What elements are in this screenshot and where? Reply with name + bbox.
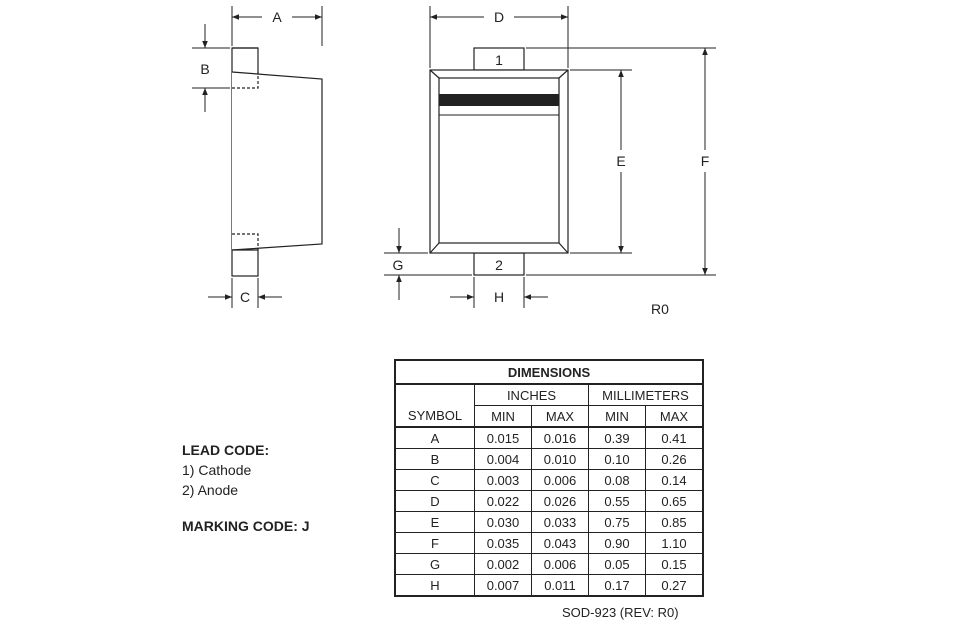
table-row	[395, 449, 703, 470]
table-row	[395, 554, 703, 575]
table-row	[395, 575, 703, 597]
table-row	[395, 470, 703, 491]
pin-label-1: 1	[495, 52, 503, 68]
cathode-band	[439, 94, 559, 106]
dim-label-D: D	[493, 9, 505, 25]
value-cell: 0.05	[589, 554, 646, 575]
marking-code: MARKING CODE: J	[182, 518, 310, 534]
mm-max-header: MAX	[646, 406, 704, 428]
value-cell: 1.10	[646, 533, 704, 554]
value-cell: 0.27	[646, 575, 704, 597]
value-cell: 0.08	[589, 470, 646, 491]
package-revision-note: SOD-923 (REV: R0)	[562, 605, 679, 620]
inches-header: INCHES	[475, 384, 589, 406]
symbol-cell: A	[395, 427, 475, 449]
value-cell: 0.011	[532, 575, 589, 597]
value-cell: 0.010	[532, 449, 589, 470]
value-cell: 0.033	[532, 512, 589, 533]
dim-label-B: B	[200, 61, 210, 77]
in-max-header: MAX	[532, 406, 589, 428]
lead-code-item-2: 2) Anode	[182, 482, 239, 498]
value-cell: 0.043	[532, 533, 589, 554]
dim-label-F: F	[700, 153, 710, 169]
value-cell: 0.17	[589, 575, 646, 597]
dim-label-H: H	[493, 289, 505, 305]
value-cell: 0.006	[532, 554, 589, 575]
dim-label-A: A	[272, 9, 282, 25]
in-min-header: MIN	[475, 406, 532, 428]
value-cell: 0.65	[646, 491, 704, 512]
symbol-cell: E	[395, 512, 475, 533]
value-cell: 0.85	[646, 512, 704, 533]
value-cell: 0.006	[532, 470, 589, 491]
value-cell: 0.016	[532, 427, 589, 449]
symbol-cell: C	[395, 470, 475, 491]
value-cell: 0.39	[589, 427, 646, 449]
symbol-cell: H	[395, 575, 475, 597]
symbol-header: SYMBOL	[395, 406, 475, 428]
value-cell: 0.002	[475, 554, 532, 575]
value-cell: 0.90	[589, 533, 646, 554]
dim-label-E: E	[616, 153, 626, 169]
value-cell: 0.030	[475, 512, 532, 533]
value-cell: 0.003	[475, 470, 532, 491]
revision-label: R0	[651, 301, 669, 317]
value-cell: 0.10	[589, 449, 646, 470]
table-title: DIMENSIONS	[395, 360, 703, 384]
value-cell: 0.55	[589, 491, 646, 512]
top-view	[430, 48, 568, 275]
dim-label-G: G	[392, 257, 404, 273]
millimeters-header: MILLIMETERS	[589, 384, 704, 406]
table-sub-header-row	[395, 406, 703, 428]
symbol-cell: B	[395, 449, 475, 470]
table-group-header-row	[395, 384, 703, 406]
table-row	[395, 491, 703, 512]
lead-code-block	[182, 440, 269, 500]
side-view	[232, 48, 322, 276]
symbol-cell: F	[395, 533, 475, 554]
symbol-header-blank	[395, 384, 475, 406]
dim-B	[192, 24, 230, 112]
value-cell: 0.41	[646, 427, 704, 449]
lead-code-item-1: 1) Cathode	[182, 462, 252, 478]
pin-label-2: 2	[495, 257, 503, 273]
table-row	[395, 512, 703, 533]
value-cell: 0.26	[646, 449, 704, 470]
lead-code-title: LEAD CODE:	[182, 442, 270, 458]
dimensions-table	[394, 359, 704, 597]
value-cell: 0.75	[589, 512, 646, 533]
table-title-row	[395, 360, 703, 384]
symbol-cell: G	[395, 554, 475, 575]
value-cell: 0.14	[646, 470, 704, 491]
symbol-cell: D	[395, 491, 475, 512]
value-cell: 0.15	[646, 554, 704, 575]
value-cell: 0.004	[475, 449, 532, 470]
dim-label-C: C	[239, 289, 251, 305]
table-row	[395, 533, 703, 554]
value-cell: 0.035	[475, 533, 532, 554]
mm-min-header: MIN	[589, 406, 646, 428]
side-lead-top	[232, 72, 322, 250]
value-cell: 0.022	[475, 491, 532, 512]
value-cell: 0.015	[475, 427, 532, 449]
table-row	[395, 427, 703, 449]
value-cell: 0.026	[532, 491, 589, 512]
value-cell: 0.007	[475, 575, 532, 597]
